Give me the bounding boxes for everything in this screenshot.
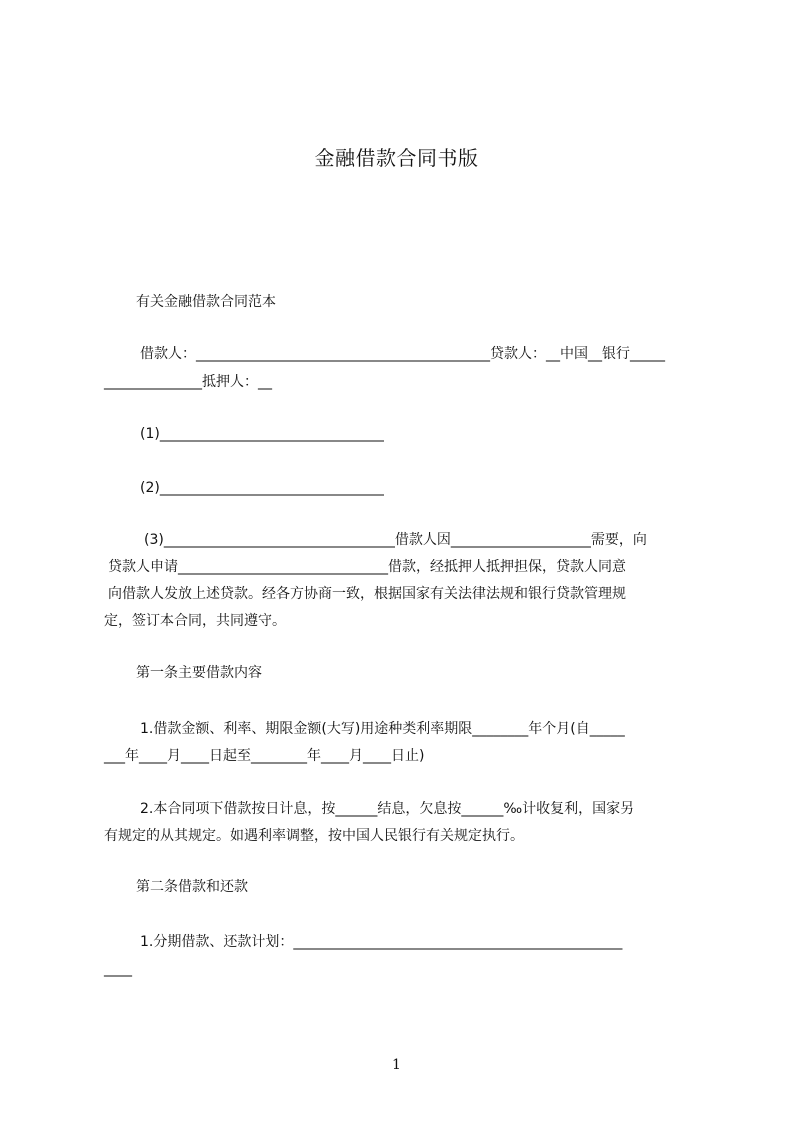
article-2-item-1-line-2: ____ — [104, 961, 132, 977]
preamble-line-3: 向借款人发放上述贷款。经各方协商一致，根据国家有关法律法规和银行贷款管理规 — [108, 586, 626, 602]
mortgage-item-2: (2)________________________________ — [140, 480, 384, 496]
parties-line-1: 借款人：__________________________________________贷款人：__中国__银行_____ — [140, 346, 665, 362]
preamble-line-1: (3)_________________________________借款人因____________________需要，向 — [144, 532, 647, 548]
parties-line-2: ______________抵押人：__ — [104, 374, 272, 390]
preamble-line-2: 贷款人申请______________________________借款，经抵押人抵押担保，贷款人同意 — [108, 559, 626, 575]
article-2-title: 第二条借款和还款 — [136, 879, 248, 895]
mortgage-item-1: (1)________________________________ — [140, 426, 384, 442]
article-1-item-1-line-1: 1.借款金额、利率、期限金额(大写)用途种类利率期限________年个月(自_____ — [140, 721, 625, 737]
article-1-title: 第一条主要借款内容 — [136, 665, 262, 681]
preamble-line-4: 定，签订本合同，共同遵守。 — [104, 613, 286, 629]
article-1-item-2-line-1: 2.本合同项下借款按日计息，按______结息，欠息按______‰计收复利，国家另 — [140, 801, 635, 817]
document-title: 金融借款合同书版 — [314, 146, 479, 170]
article-1-item-2-line-2: 有规定的从其规定。如遇利率调整，按中国人民银行有关规定执行。 — [104, 828, 524, 844]
article-1-item-1-line-2: ___年____月____日起至________年____月____日止) — [104, 748, 425, 764]
contract-heading: 有关金融借款合同范本 — [136, 294, 276, 310]
page-number: 1 — [392, 1057, 401, 1073]
article-2-item-1-line-1: 1.分期借款、还款计划：_______________________________________________ — [140, 934, 623, 950]
